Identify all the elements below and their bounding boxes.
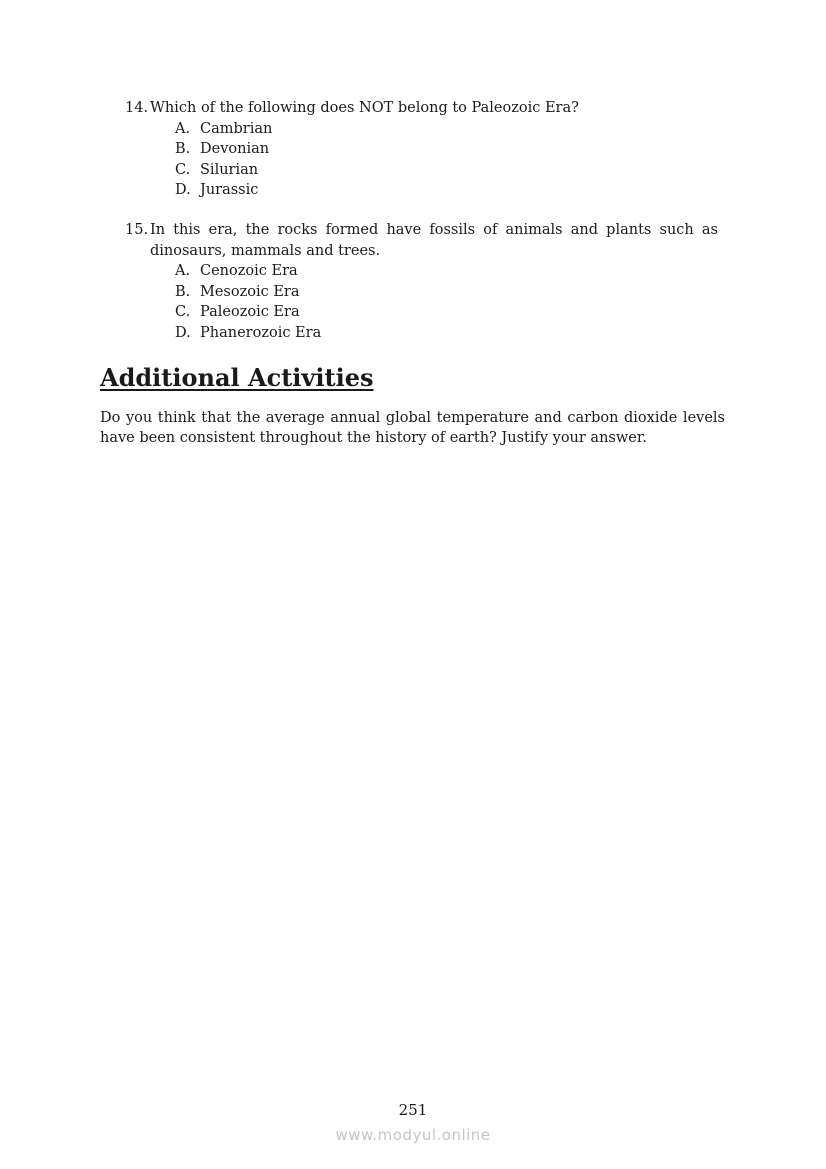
option-c bbox=[125, 160, 725, 181]
option-letter: B. bbox=[175, 141, 191, 157]
watermark: www.modyul.online bbox=[335, 1126, 491, 1144]
option-a bbox=[125, 119, 725, 140]
option-b bbox=[125, 139, 725, 160]
option-text: Cenozoic Era bbox=[200, 263, 298, 279]
option-text: Silurian bbox=[200, 161, 259, 178]
option-letter: C. bbox=[175, 304, 191, 320]
question-14 bbox=[125, 98, 725, 201]
option-letter: D. bbox=[175, 324, 191, 341]
answer-options bbox=[125, 119, 725, 201]
option-d bbox=[125, 180, 725, 201]
section-title: Additional Activities bbox=[100, 363, 374, 392]
option-letter: B. bbox=[175, 283, 191, 300]
question-text-continued: dinosaurs, mammals and trees. bbox=[150, 242, 381, 259]
answer-options bbox=[125, 261, 718, 343]
option-d bbox=[125, 323, 718, 344]
activity-prompt bbox=[100, 409, 725, 448]
question-text: Which of the following does NOT belong to Paleozoic Era? bbox=[150, 100, 579, 116]
option-text: Devonian bbox=[200, 141, 270, 157]
option-letter: A. bbox=[175, 120, 191, 137]
option-c bbox=[125, 302, 718, 323]
option-text: Cambrian bbox=[200, 120, 273, 137]
question-number: 14. bbox=[125, 100, 149, 116]
option-letter: A. bbox=[175, 263, 191, 279]
option-text: Paleozoic Era bbox=[200, 304, 300, 320]
prompt-line: Do you think that the average annual global temperature and carbon dioxide levels bbox=[100, 410, 725, 426]
option-text: Mesozoic Era bbox=[200, 283, 300, 300]
option-a bbox=[125, 261, 718, 282]
option-letter: D. bbox=[175, 182, 191, 198]
question-stem bbox=[125, 220, 718, 241]
option-letter: C. bbox=[175, 161, 191, 178]
question-stem bbox=[125, 98, 725, 119]
page-number: 251 bbox=[398, 1101, 428, 1119]
option-text: Jurassic bbox=[200, 182, 259, 198]
question-number: 15. bbox=[125, 222, 149, 238]
prompt-line: have been consistent throughout the history of earth? Justify your answer. bbox=[100, 429, 647, 446]
option-b bbox=[125, 282, 718, 303]
question-15 bbox=[125, 220, 718, 343]
question-text: In this era, the rocks formed have fossils of animals and plants such as bbox=[150, 222, 718, 238]
option-text: Phanerozoic Era bbox=[200, 324, 322, 341]
